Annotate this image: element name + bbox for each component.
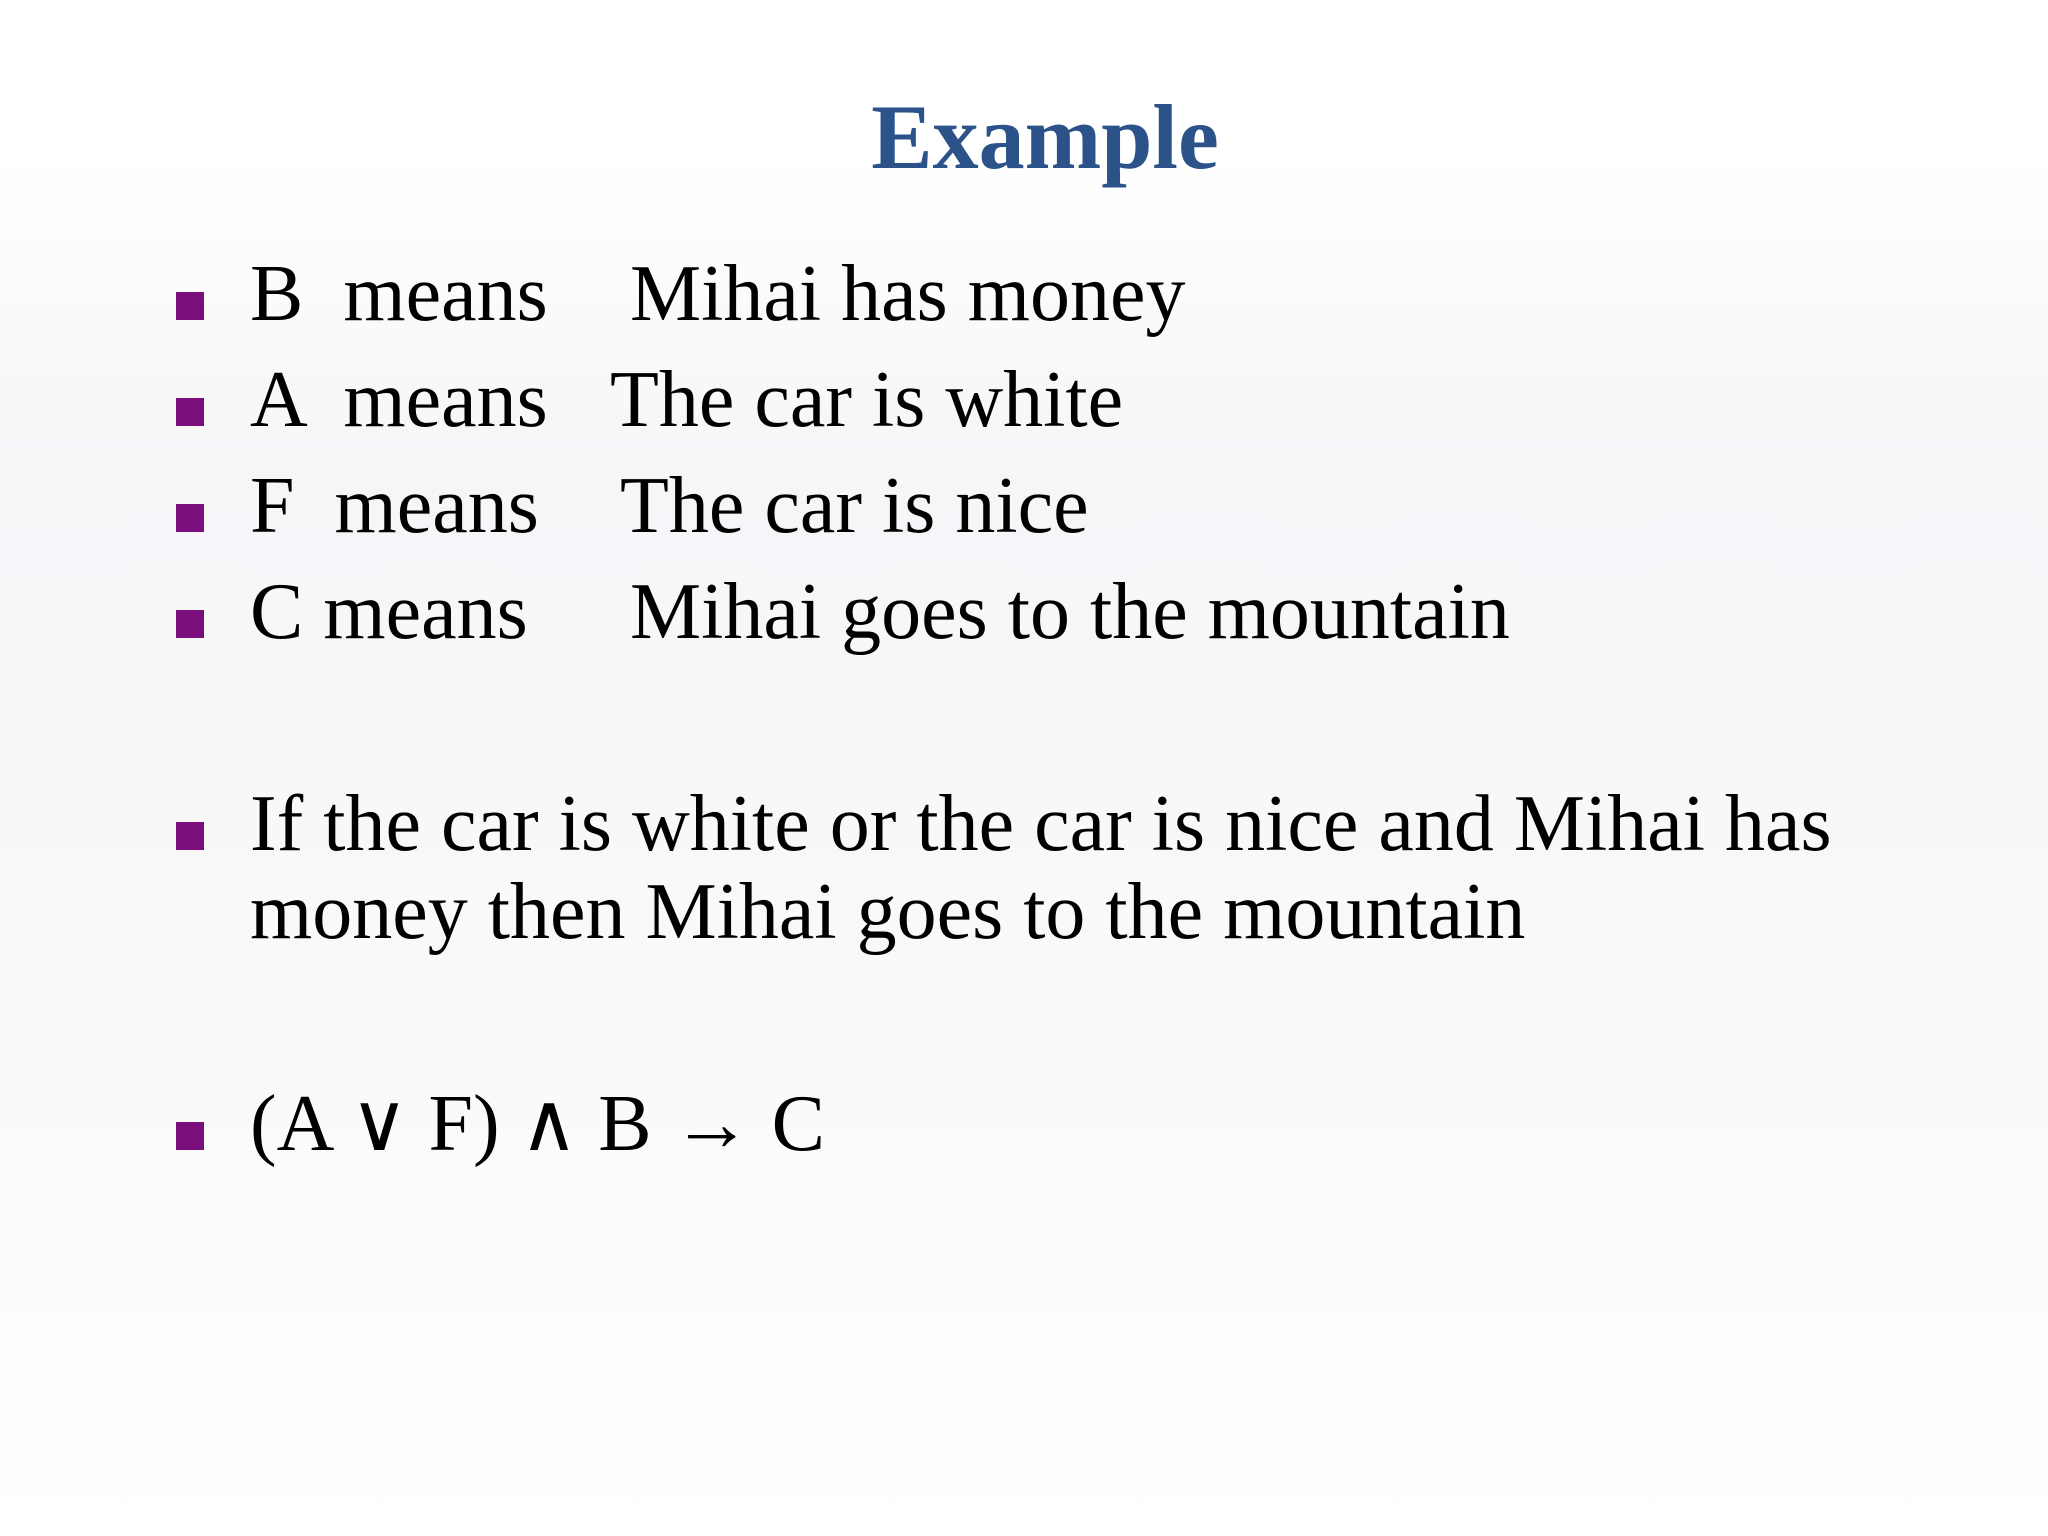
formula-text: (A ∨ F) ∧ B → C (250, 1080, 825, 1168)
bullet-square-icon (176, 1122, 204, 1150)
definition-meaning: Mihai has money (630, 250, 1186, 338)
definition-meaning: Mihai goes to the mountain (630, 568, 1510, 656)
bullet-square-icon (176, 822, 204, 850)
bullet-square-icon (176, 610, 204, 638)
definition-meaning: The car is nice (620, 462, 1089, 550)
definition-term: F means (250, 462, 539, 550)
slide-title: Example (871, 86, 1219, 188)
statement-line-2: money then Mihai goes to the mountain (250, 868, 1526, 956)
definition-term: A means (250, 356, 548, 444)
definition-term: C means (250, 568, 528, 656)
bullet-square-icon (176, 504, 204, 532)
bullet-square-icon (176, 292, 204, 320)
statement-line-1: If the car is white or the car is nice and Mihai has (250, 780, 1832, 868)
definition-meaning: The car is white (610, 356, 1124, 444)
statement-text (250, 780, 1890, 956)
definition-term: B means (250, 250, 548, 338)
bullet-square-icon (176, 398, 204, 426)
